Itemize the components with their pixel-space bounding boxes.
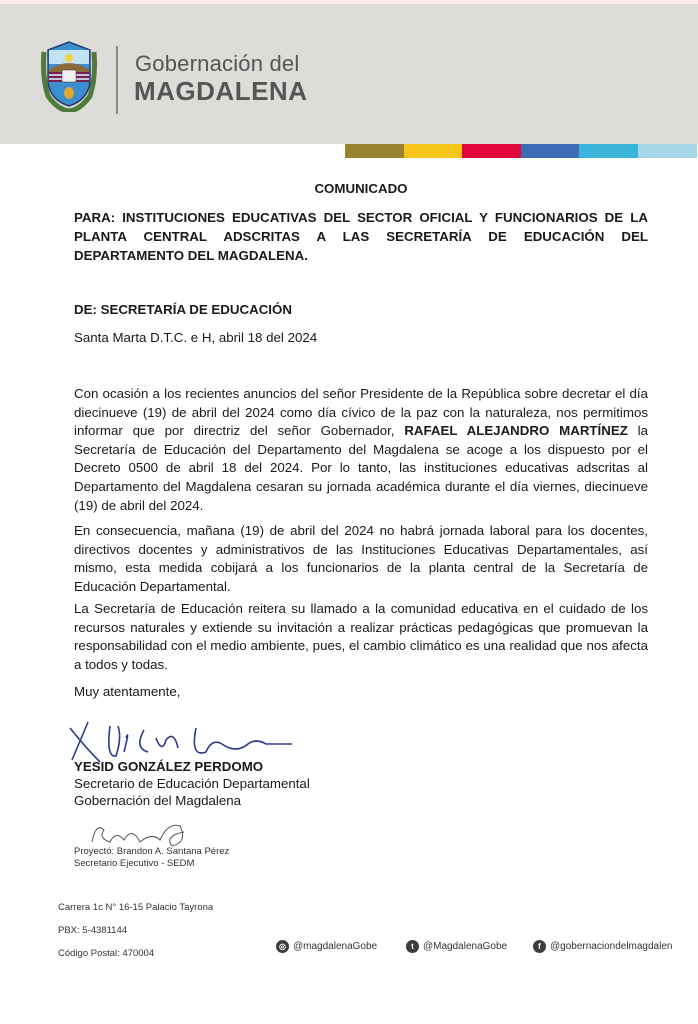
footer-postal: Código Postal: 470004 — [58, 948, 155, 959]
paragraph-2: En consecuencia, mañana (19) de abril del 2024 no habrá jornada laboral para los docentes, directivos docentes y administrativos de las Instituciones Educativas Departamentales, así mismo, esta medida cobijará a los funcionarios de la planta central de la Secretaría de Educación Departamental. — [74, 523, 648, 594]
document-title: COMUNICADO — [314, 181, 408, 196]
closing: Muy atentamente, — [74, 684, 181, 699]
facebook-icon: f — [533, 940, 546, 953]
recipient: PARA: INSTITUCIONES EDUCATIVAS DEL SECTOR OFICIAL Y FUNCIONARIOS DE LA PLANTA CENTRAL ADSCRITAS A LAS SECRETARÍA DE EDUCACIÓN DEL DEPARTAMENTO DEL MAGDALENA. — [74, 210, 648, 263]
twitter-handle[interactable]: @MagdalenaGobe — [423, 941, 508, 952]
footer-address: Carrera 1c N° 16-15 Palacio Tayrona — [58, 902, 214, 913]
color-stripe — [579, 144, 638, 158]
color-stripe — [404, 144, 463, 158]
place-date: Santa Marta D.T.C. e H, abril 18 del 2024 — [74, 330, 318, 345]
color-bar — [345, 144, 697, 158]
project-author: Proyectó: Brandon A. Santana Pérez — [74, 846, 230, 857]
signer-role: Secretario de Educación Departamental — [74, 776, 310, 791]
brand-line-2: MAGDALENA — [134, 76, 308, 106]
social-facebook[interactable] — [533, 940, 672, 953]
color-stripe — [345, 144, 404, 158]
color-stripe — [638, 144, 697, 158]
letterhead — [0, 4, 698, 144]
paragraph-1-end: la Secretaría de Educación del Departamento del Magdalena se acoge a los dispuesto por el Decreto 0500 de abril 18 del 2024. Por lo tanto, las instituciones educativas adscritas al Departamento del Magdalena cesaran su jornada académica durante el día viernes, diecinueve (19) de abril del 2024. — [74, 423, 649, 513]
project-author-role: Secretario Ejecutivo - SEDM — [74, 858, 195, 869]
divider — [116, 46, 118, 114]
instagram-handle[interactable]: @magdalenaGobe — [293, 941, 378, 952]
governor-name: RAFAEL ALEJANDRO MARTÍNEZ — [404, 423, 628, 439]
signer-org: Gobernación del Magdalena — [74, 793, 242, 808]
social-twitter[interactable] — [406, 940, 507, 953]
facebook-handle[interactable]: @gobernaciondelmagdalen — [550, 941, 673, 952]
paragraph-1-start: Con ocasión a los recientes anuncios del señor Presidente de la República sobre decretar el día diecinueve (19) de abril del 2024 como día cívico de la paz con la naturaleza, nos permitimos informar que por directriz del señor Gobernador, — [74, 386, 648, 439]
social-instagram[interactable] — [276, 940, 377, 953]
brand-line-1: Gobernación del — [135, 51, 300, 76]
instagram-icon: ◎ — [276, 940, 289, 953]
footer-pbx: PBX: 5-4381144 — [58, 925, 128, 936]
twitter-icon: t — [406, 940, 419, 953]
paragraph-3: La Secretaría de Educación reitera su llamado a la comunidad educativa en el cuidado de los recursos naturales y extiende su invitación a realizar prácticas pedagógicas que promuevan la responsabilidad con el medio ambiente, pues, el cambio climático es una realidad que nos afecta a todos y todas. — [74, 601, 648, 672]
paragraph-1 — [74, 385, 648, 515]
signer-name: YESID GONZÁLEZ PERDOMO — [74, 759, 264, 774]
coat-of-arms-icon — [38, 38, 100, 112]
sender: DE: SECRETARÍA DE EDUCACIÓN — [74, 302, 292, 317]
color-stripe — [521, 144, 580, 158]
color-stripe — [462, 144, 521, 158]
